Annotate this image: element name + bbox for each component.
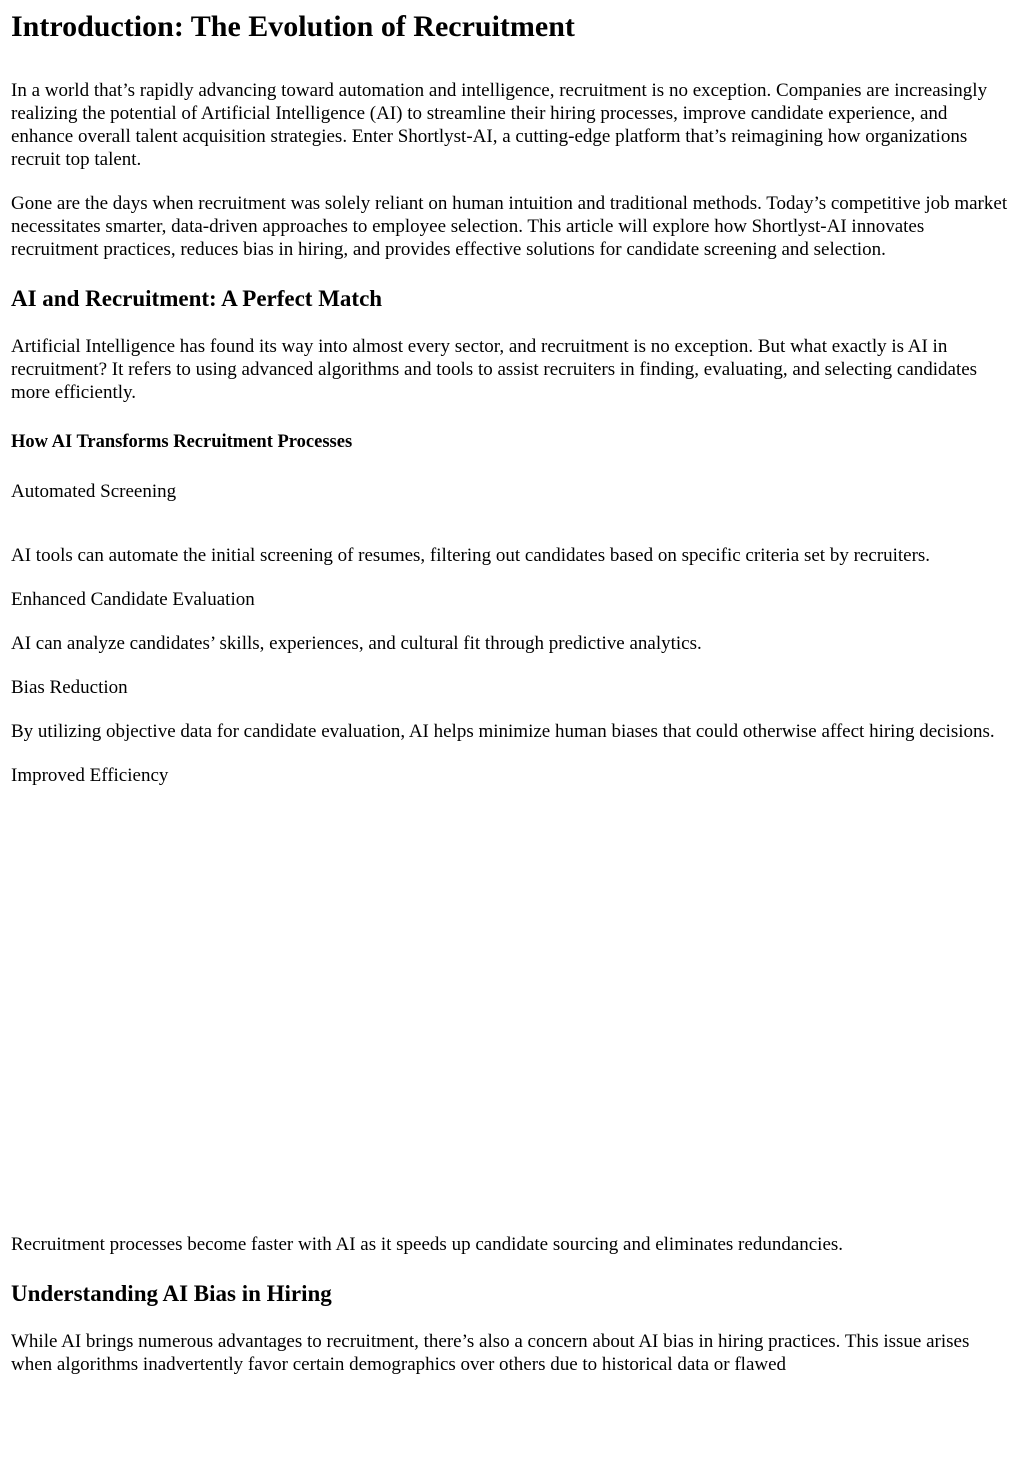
article (0, 9, 1024, 1376)
intro-paragraph-1: In a world that’s rapidly advancing toward automation and intelligence, recruitment is no exception. Companies are increasingly realizing the potential of Artificial Intelligence (AI) to streamline their hiring processes, improve candidate experience, and enhance overall talent acquisition strategies. Enter Shortlyst-AI, a cutting-edge platform that’s reimagining how organizations recruit top talent. (11, 80, 988, 170)
item-description-bias-reduction: By utilizing objective data for candidate evaluation, AI helps minimize human biases that could otherwise affect hiring decisions. (11, 721, 995, 742)
item-label-improved-efficiency: Improved Efficiency (11, 765, 169, 786)
item-description-automated-screening: AI tools can automate the initial screening of resumes, filtering out candidates based on specific criteria set by recruiters. (11, 545, 931, 566)
article-title: Introduction: The Evolution of Recruitment (11, 10, 575, 43)
item-description-candidate-evaluation: AI can analyze candidates’ skills, experiences, and cultural fit through predictive analytics. (11, 633, 702, 654)
intro-paragraph-2: Gone are the days when recruitment was solely reliant on human intuition and traditional methods. Today’s competitive job market necessitates smarter, data-driven approaches to employee selection. This article will explore how Shortlyst-AI innovates recruitment practices, reduces bias in hiring, and provides effective solutions for candidate screening and selection. (11, 193, 1008, 260)
section-paragraph-ai-recruitment: Artificial Intelligence has found its way into almost every sector, and recruitment is no exception. But what exactly is AI in recruitment? It refers to using advanced algorithms and tools to assist recruiters in finding, evaluating, and selecting candidates more efficiently. (11, 336, 978, 403)
section-paragraph-ai-bias: While AI brings numerous advantages to recruitment, there’s also a concern about AI bias in hiring practices. This issue arises when algorithms inadvertently favor certain demographics over others due to historical data or flawed (11, 1331, 970, 1375)
subheading-ai-transforms: How AI Transforms Recruitment Processes (11, 432, 353, 452)
blank-image-area (11, 797, 1014, 1233)
item-label-candidate-evaluation: Enhanced Candidate Evaluation (11, 589, 255, 610)
item-description-improved-efficiency: Recruitment processes become faster with AI as it speeds up candidate sourcing and eliminates redundancies. (11, 1234, 844, 1255)
section-heading-ai-recruitment: AI and Recruitment: A Perfect Match (11, 286, 383, 311)
item-label-automated-screening: Automated Screening (11, 481, 177, 502)
section-heading-ai-bias: Understanding AI Bias in Hiring (11, 1281, 332, 1306)
item-label-bias-reduction: Bias Reduction (11, 677, 128, 698)
